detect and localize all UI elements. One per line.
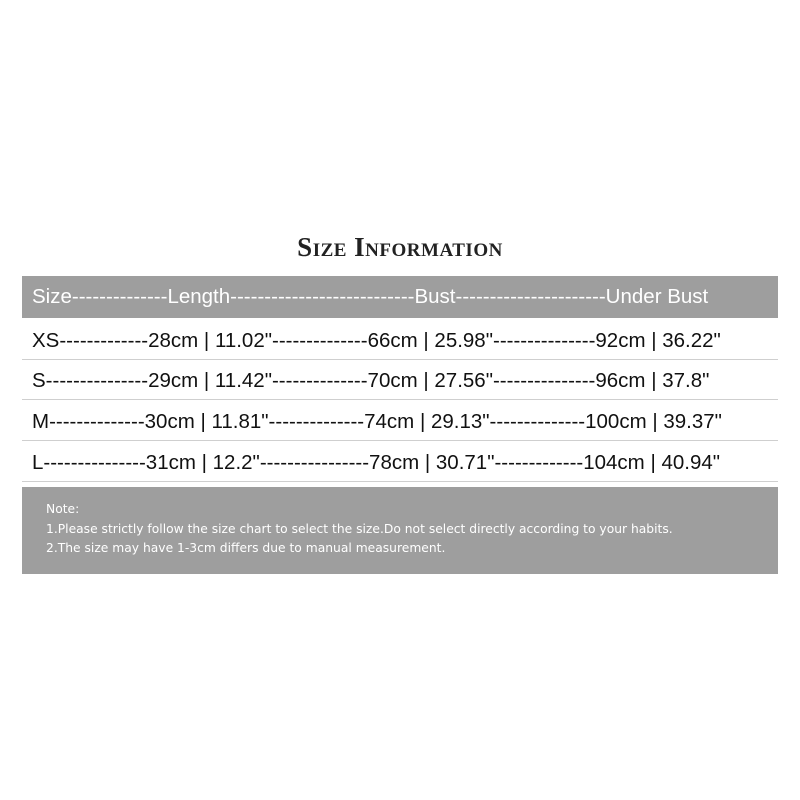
table-row-text: XS-------------28cm | 11.02"--------------66cm | 25.98"---------------92cm | 36.22" bbox=[32, 328, 721, 352]
table-row bbox=[22, 403, 778, 441]
table-row bbox=[22, 322, 778, 360]
table-row bbox=[22, 444, 778, 482]
note-box bbox=[22, 487, 778, 574]
table-row-text: S---------------29cm | 11.42"--------------70cm | 27.56"---------------96cm | 37.8" bbox=[32, 368, 710, 392]
size-table-header-text: Size--------------Length---------------------------Bust----------------------Under Bust bbox=[32, 285, 709, 308]
note-line-2: 2.The size may have 1-3cm differs due to manual measurement. bbox=[46, 541, 446, 555]
note-line-1: 1.Please strictly follow the size chart to select the size.Do not select directly according to your habits. bbox=[46, 521, 673, 536]
size-table-header bbox=[22, 276, 778, 318]
table-row bbox=[22, 362, 778, 400]
note-heading: Note: bbox=[46, 502, 80, 516]
table-row-text: L---------------31cm | 12.2"----------------78cm | 30.71"-------------104cm | 40.94" bbox=[32, 450, 721, 474]
page-title: Size Information bbox=[297, 232, 503, 262]
table-row-text: M--------------30cm | 11.81"--------------74cm | 29.13"--------------100cm | 39.37" bbox=[32, 409, 722, 433]
